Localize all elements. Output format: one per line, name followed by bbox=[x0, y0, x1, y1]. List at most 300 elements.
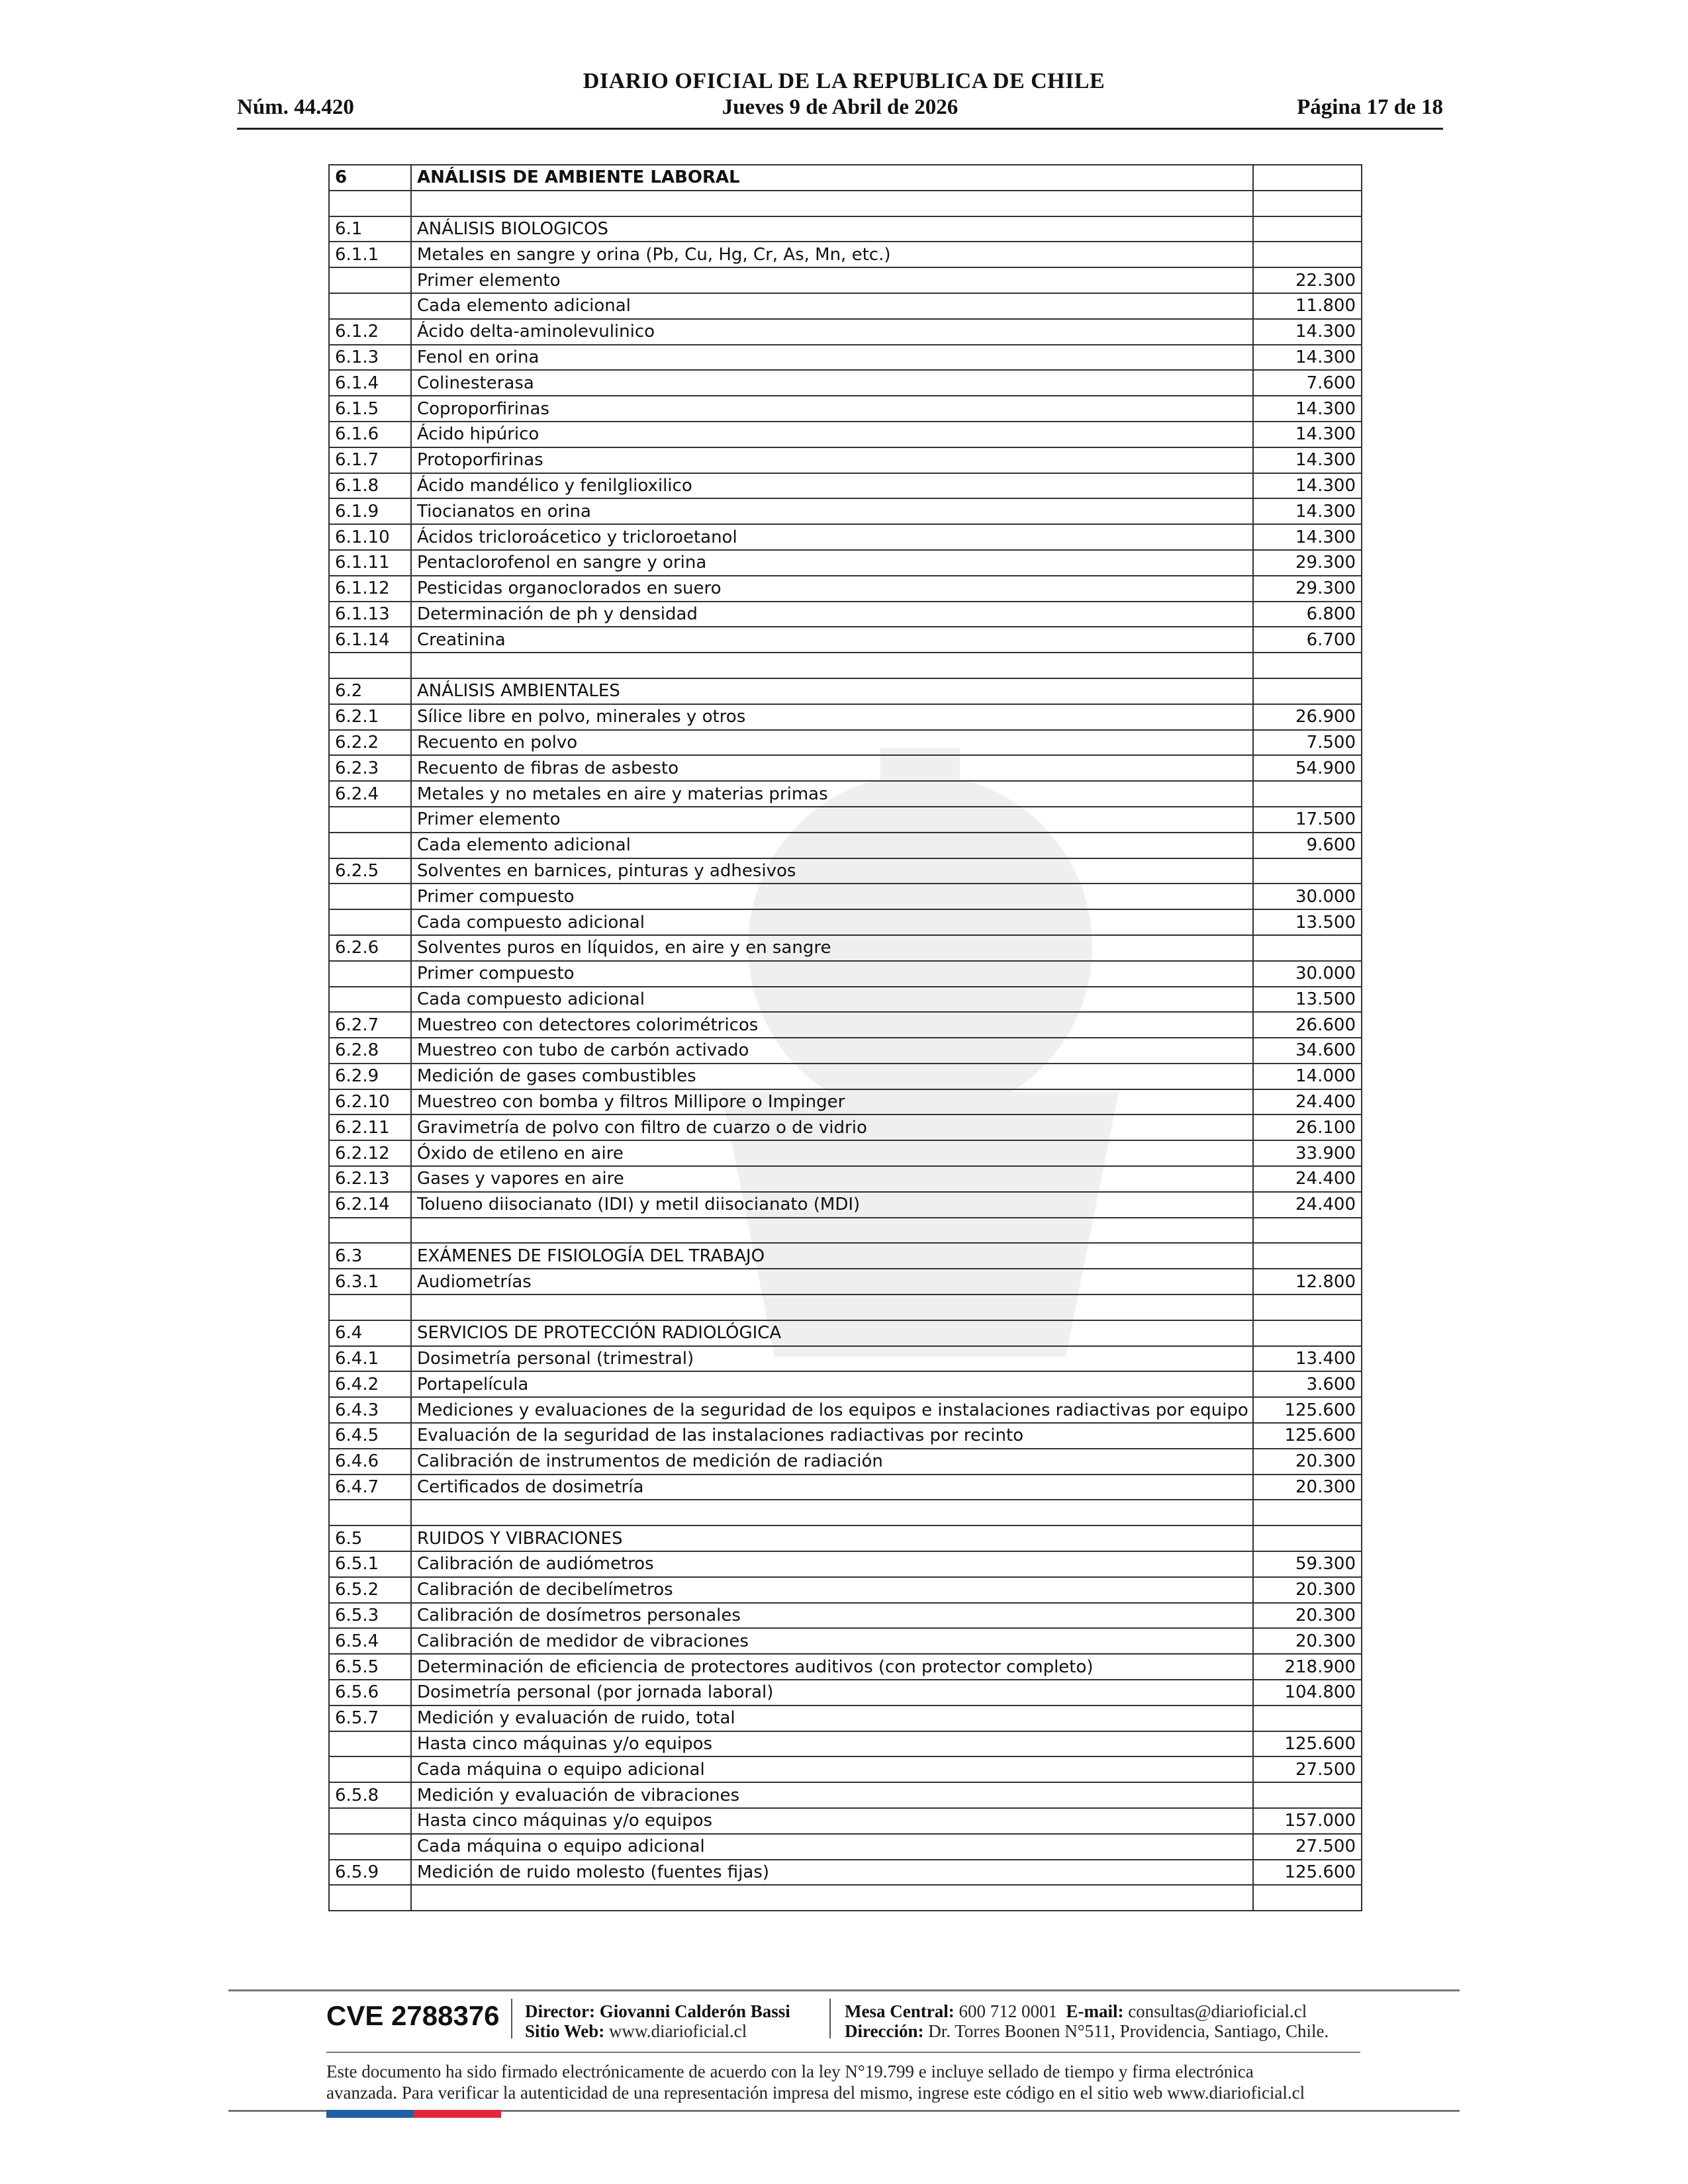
table-row bbox=[329, 602, 1362, 627]
item-description-cell: Calibración de medidor de vibraciones bbox=[411, 1628, 1253, 1654]
item-description-cell: Recuento en polvo bbox=[411, 730, 1253, 756]
item-code-cell: 6.4 bbox=[329, 1320, 411, 1346]
footer-divider-top bbox=[228, 1989, 1460, 1991]
item-description-cell: Determinación de eficiencia de protectores auditivos (con protector completo) bbox=[411, 1654, 1253, 1680]
signature-note-line: Este documento ha sido firmado electrónicamente de acuerdo con la ley N°19.799 e incluye sellado de tiempo y firma electrónica bbox=[326, 2062, 1254, 2081]
item-price-cell: 104.800 bbox=[1253, 1680, 1362, 1706]
item-description-cell: Cada máquina o equipo adicional bbox=[411, 1834, 1253, 1860]
item-price-cell: 27.500 bbox=[1253, 1834, 1362, 1860]
email-link[interactable]: consultas@diarioficial.cl bbox=[1128, 2001, 1307, 2021]
item-price-cell bbox=[1253, 1885, 1362, 1911]
item-code-cell: 6.2.6 bbox=[329, 935, 411, 961]
item-code-cell: 6.2.9 bbox=[329, 1064, 411, 1089]
website-label: Sitio Web: bbox=[525, 2021, 605, 2041]
table-row bbox=[329, 935, 1362, 961]
table-row bbox=[329, 242, 1362, 267]
item-description-cell: Muestreo con detectores colorimétricos bbox=[411, 1012, 1253, 1038]
item-description-cell: Muestreo con bomba y filtros Millipore o Impinger bbox=[411, 1089, 1253, 1115]
table-row bbox=[329, 781, 1362, 807]
item-price-cell bbox=[1253, 781, 1362, 807]
item-price-cell: 125.600 bbox=[1253, 1731, 1362, 1757]
item-price-cell: 26.900 bbox=[1253, 704, 1362, 730]
item-price-cell: 34.600 bbox=[1253, 1038, 1362, 1064]
item-price-cell: 125.600 bbox=[1253, 1397, 1362, 1423]
item-code-cell: 6.5.6 bbox=[329, 1680, 411, 1706]
table-row bbox=[329, 1218, 1362, 1244]
table-row bbox=[329, 1449, 1362, 1475]
item-description-cell: Metales y no metales en aire y materias primas bbox=[411, 781, 1253, 807]
item-price-cell: 14.300 bbox=[1253, 422, 1362, 447]
item-code-cell: 6.5.8 bbox=[329, 1782, 411, 1808]
item-code-cell bbox=[329, 653, 411, 678]
item-code-cell bbox=[329, 191, 411, 216]
item-price-cell: 6.800 bbox=[1253, 602, 1362, 627]
item-price-cell: 7.600 bbox=[1253, 370, 1362, 396]
table-row bbox=[329, 1782, 1362, 1808]
item-description-cell: Medición de gases combustibles bbox=[411, 1064, 1253, 1089]
item-description-cell: Primer compuesto bbox=[411, 884, 1253, 909]
item-code-cell bbox=[329, 1885, 411, 1911]
item-code-cell: 6.1.3 bbox=[329, 345, 411, 371]
address-text: Dr. Torres Boonen N°511, Providencia, Santiago, Chile. bbox=[928, 2021, 1329, 2041]
phone-number: 600 712 0001 bbox=[959, 2001, 1057, 2021]
item-price-cell: 12.800 bbox=[1253, 1269, 1362, 1295]
item-code-cell bbox=[329, 1500, 411, 1525]
signature-note-line: avanzada. Para verificar la autenticidad de una representación impresa del mismo, ingrese este código en el sitio web www.diarioficial.cl bbox=[326, 2083, 1305, 2103]
item-description-cell bbox=[411, 191, 1253, 216]
item-code-cell: 6.1.14 bbox=[329, 627, 411, 653]
table-row bbox=[329, 961, 1362, 987]
item-price-cell: 14.300 bbox=[1253, 447, 1362, 473]
item-price-cell bbox=[1253, 1295, 1362, 1320]
table-row bbox=[329, 1680, 1362, 1706]
footer-contact-block bbox=[845, 2001, 1329, 2041]
table-row bbox=[329, 1500, 1362, 1525]
table-row bbox=[329, 678, 1362, 704]
item-price-cell bbox=[1253, 1500, 1362, 1525]
item-code-cell: 6.4.2 bbox=[329, 1371, 411, 1397]
item-code-cell: 6.5.4 bbox=[329, 1628, 411, 1654]
item-code-cell: 6.1.6 bbox=[329, 422, 411, 447]
address-label: Dirección: bbox=[845, 2021, 924, 2041]
item-code-cell: 6.1.5 bbox=[329, 396, 411, 422]
item-code-cell: 6.2.14 bbox=[329, 1192, 411, 1218]
item-price-cell bbox=[1253, 678, 1362, 704]
item-description-cell: SERVICIOS DE PROTECCIÓN RADIOLÓGICA bbox=[411, 1320, 1253, 1346]
table-row bbox=[329, 627, 1362, 653]
item-price-cell: 13.500 bbox=[1253, 909, 1362, 935]
table-row bbox=[329, 1551, 1362, 1577]
item-code-cell: 6.4.7 bbox=[329, 1475, 411, 1500]
item-price-cell: 22.300 bbox=[1253, 267, 1362, 293]
item-description-cell: Protoporfirinas bbox=[411, 447, 1253, 473]
item-price-cell: 30.000 bbox=[1253, 884, 1362, 909]
item-code-cell: 6.2.1 bbox=[329, 704, 411, 730]
footer-divider-mid bbox=[326, 2052, 1360, 2053]
item-code-cell: 6.2 bbox=[329, 678, 411, 704]
item-description-cell: Cada elemento adicional bbox=[411, 293, 1253, 319]
item-code-cell: 6.1.13 bbox=[329, 602, 411, 627]
item-price-cell: 14.300 bbox=[1253, 396, 1362, 422]
item-description-cell: Óxido de etileno en aire bbox=[411, 1140, 1253, 1166]
item-description-cell: Muestreo con tubo de carbón activado bbox=[411, 1038, 1253, 1064]
table-row bbox=[329, 858, 1362, 884]
item-code-cell: 6.1.7 bbox=[329, 447, 411, 473]
item-description-cell: Audiometrías bbox=[411, 1269, 1253, 1295]
table-row bbox=[329, 1346, 1362, 1372]
item-description-cell: Pentaclorofenol en sangre y orina bbox=[411, 550, 1253, 576]
table-row bbox=[329, 1243, 1362, 1269]
table-row bbox=[329, 833, 1362, 858]
table-row bbox=[329, 1166, 1362, 1192]
item-price-cell: 14.300 bbox=[1253, 473, 1362, 499]
item-description-cell: Calibración de decibelímetros bbox=[411, 1577, 1253, 1603]
item-code-cell: 6.1.1 bbox=[329, 242, 411, 267]
item-description-cell: Gravimetría de polvo con filtro de cuarzo o de vidrio bbox=[411, 1115, 1253, 1140]
item-code-cell: 6.1.9 bbox=[329, 498, 411, 524]
item-price-cell: 17.500 bbox=[1253, 807, 1362, 833]
table-row bbox=[329, 1320, 1362, 1346]
item-code-cell: 6.1 bbox=[329, 216, 411, 242]
item-code-cell: 6.1.4 bbox=[329, 370, 411, 396]
item-description-cell: Gases y vapores en aire bbox=[411, 1166, 1253, 1192]
item-price-cell: 26.100 bbox=[1253, 1115, 1362, 1140]
table-row bbox=[329, 1192, 1362, 1218]
item-code-cell: 6.5.9 bbox=[329, 1860, 411, 1886]
table-row bbox=[329, 1756, 1362, 1782]
item-code-cell: 6.4.3 bbox=[329, 1397, 411, 1423]
item-code-cell bbox=[329, 293, 411, 319]
item-description-cell: Sílice libre en polvo, minerales y otros bbox=[411, 704, 1253, 730]
item-price-cell: 29.300 bbox=[1253, 550, 1362, 576]
item-code-cell: 6.4.6 bbox=[329, 1449, 411, 1475]
item-price-cell: 14.300 bbox=[1253, 345, 1362, 371]
item-code-cell: 6.5.3 bbox=[329, 1603, 411, 1629]
item-code-cell bbox=[329, 987, 411, 1013]
item-price-cell: 3.600 bbox=[1253, 1371, 1362, 1397]
item-price-cell bbox=[1253, 1243, 1362, 1269]
item-code-cell bbox=[329, 1756, 411, 1782]
item-code-cell: 6.2.4 bbox=[329, 781, 411, 807]
item-code-cell: 6.5.2 bbox=[329, 1577, 411, 1603]
item-price-cell: 14.300 bbox=[1253, 319, 1362, 345]
item-description-cell bbox=[411, 1295, 1253, 1320]
table-row bbox=[329, 345, 1362, 371]
table-row bbox=[329, 987, 1362, 1013]
item-code-cell bbox=[329, 1808, 411, 1834]
table-row bbox=[329, 447, 1362, 473]
item-description-cell: Hasta cinco máquinas y/o equipos bbox=[411, 1808, 1253, 1834]
table-row bbox=[329, 1706, 1362, 1731]
footer-separator bbox=[511, 1999, 512, 2038]
item-price-cell: 29.300 bbox=[1253, 576, 1362, 602]
item-description-cell: Ácidos tricloroácetico y tricloroetanol bbox=[411, 524, 1253, 550]
table-row bbox=[329, 1885, 1362, 1911]
item-code-cell bbox=[329, 884, 411, 909]
item-price-cell bbox=[1253, 1218, 1362, 1244]
item-description-cell: Portapelícula bbox=[411, 1371, 1253, 1397]
table-row bbox=[329, 704, 1362, 730]
item-price-cell bbox=[1253, 653, 1362, 678]
issue-number: Núm. 44.420 bbox=[237, 95, 354, 119]
table-row bbox=[329, 191, 1362, 216]
item-code-cell bbox=[329, 1731, 411, 1757]
item-description-cell: Primer elemento bbox=[411, 267, 1253, 293]
item-description-cell: Pesticidas organoclorados en suero bbox=[411, 576, 1253, 602]
table-row bbox=[329, 1012, 1362, 1038]
table-row bbox=[329, 1860, 1362, 1886]
item-code-cell: 6.5.5 bbox=[329, 1654, 411, 1680]
table-row bbox=[329, 216, 1362, 242]
item-price-cell: 20.300 bbox=[1253, 1628, 1362, 1654]
table-row bbox=[329, 730, 1362, 756]
item-price-cell: 20.300 bbox=[1253, 1577, 1362, 1603]
table-row bbox=[329, 1115, 1362, 1140]
item-price-cell: 125.600 bbox=[1253, 1423, 1362, 1449]
table-row bbox=[329, 422, 1362, 447]
item-code-cell bbox=[329, 833, 411, 858]
item-description-cell: Cada compuesto adicional bbox=[411, 909, 1253, 935]
item-code-cell: 6.2.10 bbox=[329, 1089, 411, 1115]
item-code-cell bbox=[329, 1834, 411, 1860]
item-description-cell bbox=[411, 1218, 1253, 1244]
item-description-cell bbox=[411, 653, 1253, 678]
item-code-cell: 6.2.5 bbox=[329, 858, 411, 884]
item-code-cell: 6.2.11 bbox=[329, 1115, 411, 1140]
item-description-cell: Evaluación de la seguridad de las instalaciones radiactivas por recinto bbox=[411, 1423, 1253, 1449]
item-code-cell: 6.4.5 bbox=[329, 1423, 411, 1449]
item-description-cell: Medición y evaluación de vibraciones bbox=[411, 1782, 1253, 1808]
item-code-cell: 6.5.7 bbox=[329, 1706, 411, 1731]
item-code-cell: 6.4.1 bbox=[329, 1346, 411, 1372]
item-price-cell bbox=[1253, 165, 1362, 191]
table-row bbox=[329, 1269, 1362, 1295]
table-row bbox=[329, 1834, 1362, 1860]
item-code-cell: 6.2.7 bbox=[329, 1012, 411, 1038]
item-price-cell bbox=[1253, 191, 1362, 216]
item-description-cell: Recuento de fibras de asbesto bbox=[411, 755, 1253, 781]
table-row bbox=[329, 1654, 1362, 1680]
item-description-cell: Dosimetría personal (por jornada laboral) bbox=[411, 1680, 1253, 1706]
table-row bbox=[329, 1525, 1362, 1551]
footer-separator bbox=[829, 1999, 831, 2038]
table-row bbox=[329, 1475, 1362, 1500]
table-row bbox=[329, 807, 1362, 833]
table-row bbox=[329, 576, 1362, 602]
footer-director-block bbox=[525, 2001, 790, 2041]
newspaper-title: DIARIO OFICIAL DE LA REPUBLICA DE CHILE bbox=[583, 69, 1105, 93]
item-description-cell: Cada elemento adicional bbox=[411, 833, 1253, 858]
table-row bbox=[329, 1397, 1362, 1423]
table-row bbox=[329, 1628, 1362, 1654]
table-row bbox=[329, 884, 1362, 909]
item-description-cell: Hasta cinco máquinas y/o equipos bbox=[411, 1731, 1253, 1757]
header-row bbox=[237, 95, 1443, 124]
item-code-cell: 6.2.12 bbox=[329, 1140, 411, 1166]
item-price-cell bbox=[1253, 1320, 1362, 1346]
item-code-cell: 6.1.11 bbox=[329, 550, 411, 576]
item-price-cell: 6.700 bbox=[1253, 627, 1362, 653]
item-description-cell: Cada compuesto adicional bbox=[411, 987, 1253, 1013]
signature-note bbox=[326, 2061, 1385, 2103]
item-description-cell: EXÁMENES DE FISIOLOGÍA DEL TRABAJO bbox=[411, 1243, 1253, 1269]
table-row bbox=[329, 267, 1362, 293]
item-price-cell: 20.300 bbox=[1253, 1475, 1362, 1500]
item-code-cell bbox=[329, 267, 411, 293]
item-price-cell: 24.400 bbox=[1253, 1192, 1362, 1218]
item-code-cell bbox=[329, 961, 411, 987]
item-code-cell: 6.3 bbox=[329, 1243, 411, 1269]
item-description-cell: Calibración de audiómetros bbox=[411, 1551, 1253, 1577]
item-description-cell: Calibración de dosímetros personales bbox=[411, 1603, 1253, 1629]
item-code-cell: 6.5.1 bbox=[329, 1551, 411, 1577]
table-row bbox=[329, 1603, 1362, 1629]
item-price-cell: 218.900 bbox=[1253, 1654, 1362, 1680]
item-description-cell: Creatinina bbox=[411, 627, 1253, 653]
item-price-cell: 14.000 bbox=[1253, 1064, 1362, 1089]
item-description-cell: Metales en sangre y orina (Pb, Cu, Hg, Cr, As, Mn, etc.) bbox=[411, 242, 1253, 267]
item-description-cell: ANÁLISIS DE AMBIENTE LABORAL bbox=[411, 165, 1253, 191]
item-price-cell: 59.300 bbox=[1253, 1551, 1362, 1577]
flag-stripe-red bbox=[414, 2110, 501, 2118]
item-description-cell: Determinación de ph y densidad bbox=[411, 602, 1253, 627]
item-code-cell: 6.2.2 bbox=[329, 730, 411, 756]
table-row bbox=[329, 1295, 1362, 1320]
item-description-cell: Medición y evaluación de ruido, total bbox=[411, 1706, 1253, 1731]
item-description-cell: Ácido hipúrico bbox=[411, 422, 1253, 447]
item-code-cell: 6.2.3 bbox=[329, 755, 411, 781]
item-price-cell: 24.400 bbox=[1253, 1166, 1362, 1192]
item-code-cell bbox=[329, 1295, 411, 1320]
page-number: Página 17 de 18 bbox=[1297, 95, 1443, 119]
table-row bbox=[329, 1423, 1362, 1449]
item-description-cell: Primer elemento bbox=[411, 807, 1253, 833]
table-row bbox=[329, 550, 1362, 576]
table-row bbox=[329, 473, 1362, 499]
item-price-cell bbox=[1253, 216, 1362, 242]
item-price-cell: 125.600 bbox=[1253, 1860, 1362, 1886]
item-code-cell: 6.5 bbox=[329, 1525, 411, 1551]
header-divider bbox=[237, 128, 1443, 130]
item-price-cell bbox=[1253, 1525, 1362, 1551]
item-price-cell bbox=[1253, 858, 1362, 884]
item-description-cell: Primer compuesto bbox=[411, 961, 1253, 987]
item-description-cell: Medición de ruido molesto (fuentes fijas) bbox=[411, 1860, 1253, 1886]
item-code-cell: 6.1.12 bbox=[329, 576, 411, 602]
item-code-cell bbox=[329, 807, 411, 833]
item-description-cell: Coproporfirinas bbox=[411, 396, 1253, 422]
table-row bbox=[329, 498, 1362, 524]
item-code-cell: 6.2.8 bbox=[329, 1038, 411, 1064]
item-price-cell bbox=[1253, 935, 1362, 961]
item-price-cell: 33.900 bbox=[1253, 1140, 1362, 1166]
item-code-cell: 6.1.8 bbox=[329, 473, 411, 499]
item-description-cell bbox=[411, 1885, 1253, 1911]
email-label: E-mail: bbox=[1066, 2001, 1124, 2021]
item-price-cell: 54.900 bbox=[1253, 755, 1362, 781]
item-description-cell bbox=[411, 1500, 1253, 1525]
table-row bbox=[329, 1089, 1362, 1115]
item-description-cell: ANÁLISIS BIOLOGICOS bbox=[411, 216, 1253, 242]
table-row bbox=[329, 1808, 1362, 1834]
item-description-cell: Solventes puros en líquidos, en aire y en sangre bbox=[411, 935, 1253, 961]
cve-code: CVE 2788376 bbox=[326, 2000, 500, 2031]
item-description-cell: Ácido mandélico y fenilglioxilico bbox=[411, 473, 1253, 499]
item-description-cell: Colinesterasa bbox=[411, 370, 1253, 396]
item-price-cell: 11.800 bbox=[1253, 293, 1362, 319]
item-price-cell: 14.300 bbox=[1253, 498, 1362, 524]
item-price-cell: 30.000 bbox=[1253, 961, 1362, 987]
item-description-cell: Fenol en orina bbox=[411, 345, 1253, 371]
item-price-cell: 157.000 bbox=[1253, 1808, 1362, 1834]
item-description-cell: Dosimetría personal (trimestral) bbox=[411, 1346, 1253, 1372]
item-description-cell: Tiocianatos en orina bbox=[411, 498, 1253, 524]
table-row bbox=[329, 293, 1362, 319]
item-price-cell: 24.400 bbox=[1253, 1089, 1362, 1115]
item-price-cell: 20.300 bbox=[1253, 1603, 1362, 1629]
item-description-cell: ANÁLISIS AMBIENTALES bbox=[411, 678, 1253, 704]
item-price-cell: 13.500 bbox=[1253, 987, 1362, 1013]
item-description-cell: Tolueno diisocianato (IDI) y metil diisocianato (MDI) bbox=[411, 1192, 1253, 1218]
table-row bbox=[329, 755, 1362, 781]
item-price-cell bbox=[1253, 242, 1362, 267]
table-row bbox=[329, 1038, 1362, 1064]
item-code-cell: 6 bbox=[329, 165, 411, 191]
website-link[interactable]: www.diarioficial.cl bbox=[609, 2021, 747, 2041]
item-code-cell: 6.3.1 bbox=[329, 1269, 411, 1295]
item-code-cell bbox=[329, 1218, 411, 1244]
item-description-cell: Certificados de dosimetría bbox=[411, 1475, 1253, 1500]
table-row bbox=[329, 319, 1362, 345]
item-price-cell: 14.300 bbox=[1253, 524, 1362, 550]
item-code-cell: 6.1.2 bbox=[329, 319, 411, 345]
table-row bbox=[329, 1140, 1362, 1166]
item-price-cell: 27.500 bbox=[1253, 1756, 1362, 1782]
item-price-cell: 26.600 bbox=[1253, 1012, 1362, 1038]
table-row bbox=[329, 370, 1362, 396]
item-description-cell: Calibración de instrumentos de medición de radiación bbox=[411, 1449, 1253, 1475]
table-row bbox=[329, 524, 1362, 550]
table-row bbox=[329, 1064, 1362, 1089]
item-price-cell: 9.600 bbox=[1253, 833, 1362, 858]
item-description-cell: Ácido delta-aminolevulinico bbox=[411, 319, 1253, 345]
table-row bbox=[329, 1731, 1362, 1757]
item-description-cell: RUIDOS Y VIBRACIONES bbox=[411, 1525, 1253, 1551]
item-price-cell bbox=[1253, 1782, 1362, 1808]
price-table bbox=[328, 164, 1362, 1911]
item-description-cell: Solventes en barnices, pinturas y adhesivos bbox=[411, 858, 1253, 884]
item-price-cell: 7.500 bbox=[1253, 730, 1362, 756]
flag-stripe-blue bbox=[326, 2110, 414, 2118]
item-code-cell bbox=[329, 909, 411, 935]
table-row bbox=[329, 396, 1362, 422]
issue-date: Jueves 9 de Abril de 2026 bbox=[722, 95, 959, 119]
item-description-cell: Cada máquina o equipo adicional bbox=[411, 1756, 1253, 1782]
item-price-cell: 13.400 bbox=[1253, 1346, 1362, 1372]
item-description-cell: Mediciones y evaluaciones de la seguridad de los equipos e instalaciones radiactivas por equipo bbox=[411, 1397, 1253, 1423]
item-price-cell: 20.300 bbox=[1253, 1449, 1362, 1475]
table-row bbox=[329, 653, 1362, 678]
table-row bbox=[329, 165, 1362, 191]
director-label: Director: bbox=[525, 2001, 595, 2021]
director-name: Giovanni Calderón Bassi bbox=[599, 2001, 790, 2021]
item-code-cell: 6.1.10 bbox=[329, 524, 411, 550]
item-price-cell bbox=[1253, 1706, 1362, 1731]
table-row bbox=[329, 1577, 1362, 1603]
phone-label: Mesa Central: bbox=[845, 2001, 955, 2021]
item-code-cell: 6.2.13 bbox=[329, 1166, 411, 1192]
table-row bbox=[329, 1371, 1362, 1397]
